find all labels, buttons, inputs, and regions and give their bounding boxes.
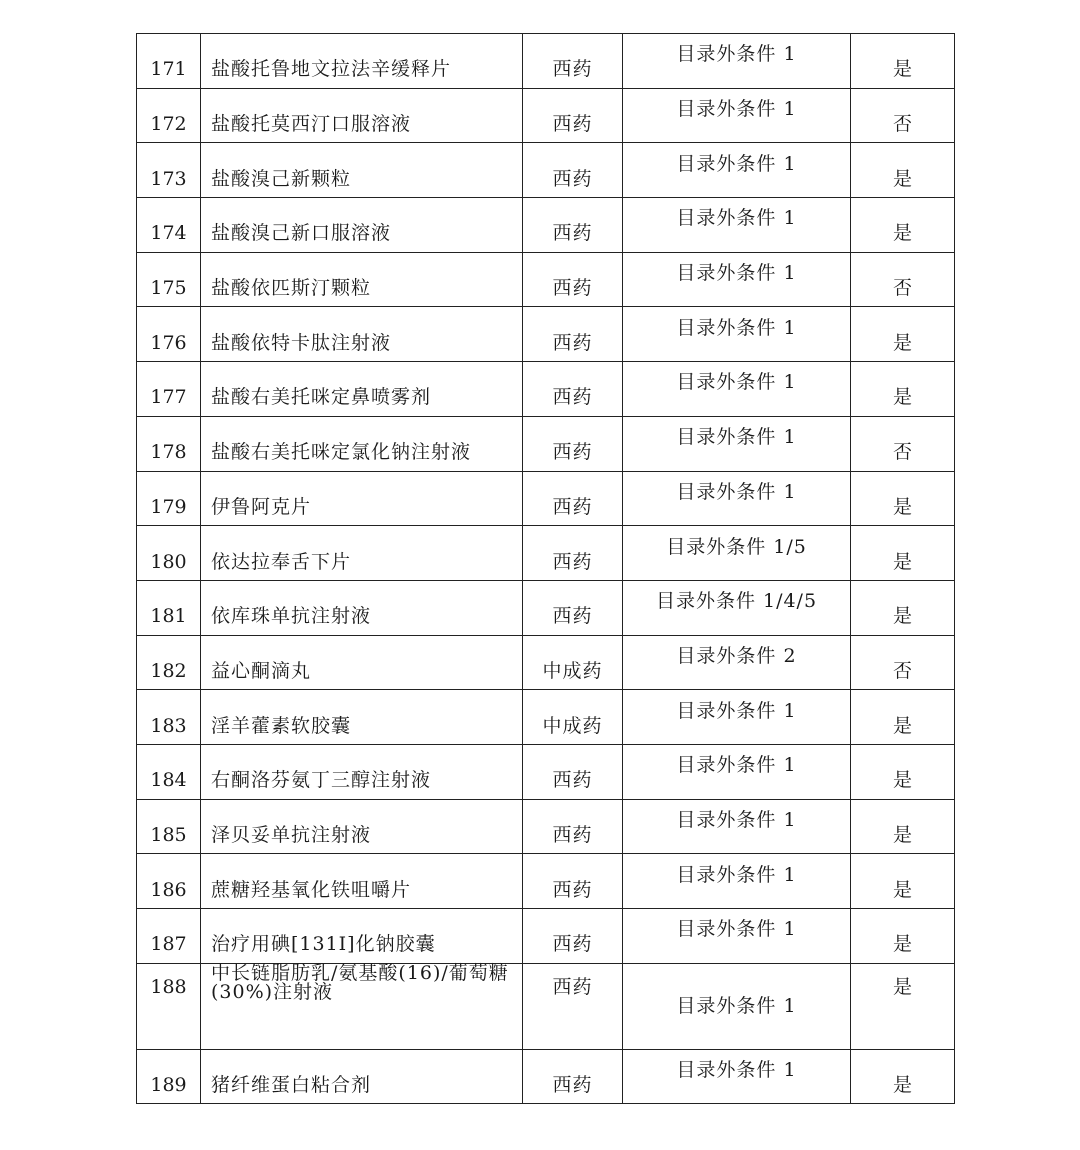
condition-cell: 目录外条件 1 — [623, 471, 851, 526]
row-number-cell: 173 — [137, 143, 201, 198]
row-number-cell: 183 — [137, 690, 201, 745]
table-row — [137, 252, 955, 307]
drug-name-cell: 盐酸溴己新颗粒 — [201, 143, 523, 198]
table-row — [137, 799, 955, 854]
flag-cell: 是 — [851, 526, 955, 581]
drug-name-cell: 益心酮滴丸 — [201, 635, 523, 690]
condition-cell: 目录外条件 1 — [623, 143, 851, 198]
flag-cell: 否 — [851, 88, 955, 143]
row-number-cell: 177 — [137, 362, 201, 417]
drug-type-cell: 西药 — [523, 416, 623, 471]
flag-cell: 是 — [851, 580, 955, 635]
table-row — [137, 88, 955, 143]
drug-name-cell: 盐酸依特卡肽注射液 — [201, 307, 523, 362]
condition-cell: 目录外条件 1 — [623, 252, 851, 307]
drug-name-cell: 治疗用碘[131I]化钠胶囊 — [201, 909, 523, 964]
drug-name-cell: 盐酸托鲁地文拉法辛缓释片 — [201, 34, 523, 89]
drug-name-cell: 淫羊藿素软胶囊 — [201, 690, 523, 745]
flag-cell: 否 — [851, 252, 955, 307]
row-number-cell: 186 — [137, 854, 201, 909]
condition-cell: 目录外条件 1 — [623, 1049, 851, 1104]
row-number-cell: 175 — [137, 252, 201, 307]
table-row — [137, 143, 955, 198]
row-number-cell: 189 — [137, 1049, 201, 1104]
condition-cell: 目录外条件 1 — [623, 416, 851, 471]
condition-cell: 目录外条件 1 — [623, 909, 851, 964]
condition-cell: 目录外条件 1 — [623, 88, 851, 143]
condition-cell: 目录外条件 1 — [623, 690, 851, 745]
condition-cell: 目录外条件 1 — [623, 307, 851, 362]
drug-name-cell: 中长链脂肪乳/氨基酸(16)/葡萄糖(30%)注射液 — [201, 963, 523, 1049]
drug-type-cell: 西药 — [523, 471, 623, 526]
row-number-cell: 179 — [137, 471, 201, 526]
row-number-cell: 172 — [137, 88, 201, 143]
condition-cell: 目录外条件 1 — [623, 854, 851, 909]
row-number-cell: 180 — [137, 526, 201, 581]
drug-name-cell: 蔗糖羟基氧化铁咀嚼片 — [201, 854, 523, 909]
condition-cell: 目录外条件 1 — [623, 198, 851, 253]
drug-type-cell: 西药 — [523, 198, 623, 253]
flag-cell: 是 — [851, 143, 955, 198]
flag-cell: 否 — [851, 635, 955, 690]
drug-name-cell: 盐酸右美托咪定鼻喷雾剂 — [201, 362, 523, 417]
row-number-cell: 176 — [137, 307, 201, 362]
row-number-cell: 182 — [137, 635, 201, 690]
drug-name-cell: 依库珠单抗注射液 — [201, 580, 523, 635]
drug-type-cell: 西药 — [523, 307, 623, 362]
table-row — [137, 34, 955, 89]
table-row — [137, 744, 955, 799]
drug-type-cell: 西药 — [523, 34, 623, 89]
drug-type-cell: 西药 — [523, 526, 623, 581]
flag-cell: 是 — [851, 34, 955, 89]
flag-cell: 否 — [851, 416, 955, 471]
table-row — [137, 362, 955, 417]
drug-type-cell: 西药 — [523, 909, 623, 964]
row-number-cell: 187 — [137, 909, 201, 964]
drug-type-cell: 中成药 — [523, 690, 623, 745]
table-row — [137, 1049, 955, 1104]
drug-type-cell: 西药 — [523, 252, 623, 307]
flag-cell: 是 — [851, 963, 955, 1049]
table-row — [137, 909, 955, 964]
row-number-cell: 174 — [137, 198, 201, 253]
drug-list-table — [136, 33, 955, 1104]
table-row — [137, 580, 955, 635]
table-row — [137, 416, 955, 471]
flag-cell: 是 — [851, 744, 955, 799]
drug-name-cell: 依达拉奉舌下片 — [201, 526, 523, 581]
drug-name-cell: 猪纤维蛋白粘合剂 — [201, 1049, 523, 1104]
table-row — [137, 963, 955, 1049]
row-number-cell: 185 — [137, 799, 201, 854]
table-row — [137, 198, 955, 253]
row-number-cell: 171 — [137, 34, 201, 89]
drug-type-cell: 西药 — [523, 580, 623, 635]
drug-name-cell: 盐酸右美托咪定氯化钠注射液 — [201, 416, 523, 471]
drug-name-cell: 右酮洛芬氨丁三醇注射液 — [201, 744, 523, 799]
flag-cell: 是 — [851, 690, 955, 745]
drug-type-cell: 西药 — [523, 143, 623, 198]
table-row — [137, 526, 955, 581]
condition-cell: 目录外条件 1 — [623, 744, 851, 799]
condition-cell: 目录外条件 1 — [623, 799, 851, 854]
drug-type-cell: 西药 — [523, 744, 623, 799]
table-row — [137, 635, 955, 690]
table-row — [137, 307, 955, 362]
condition-cell: 目录外条件 1 — [623, 34, 851, 89]
row-number-cell: 188 — [137, 963, 201, 1049]
drug-type-cell: 中成药 — [523, 635, 623, 690]
row-number-cell: 184 — [137, 744, 201, 799]
flag-cell: 是 — [851, 307, 955, 362]
drug-type-cell: 西药 — [523, 854, 623, 909]
drug-name-cell: 盐酸溴己新口服溶液 — [201, 198, 523, 253]
flag-cell: 是 — [851, 362, 955, 417]
condition-cell: 目录外条件 2 — [623, 635, 851, 690]
drug-name-cell: 伊鲁阿克片 — [201, 471, 523, 526]
flag-cell: 是 — [851, 471, 955, 526]
drug-name-cell: 盐酸依匹斯汀颗粒 — [201, 252, 523, 307]
flag-cell: 是 — [851, 198, 955, 253]
drug-type-cell: 西药 — [523, 1049, 623, 1104]
flag-cell: 是 — [851, 799, 955, 854]
drug-type-cell: 西药 — [523, 963, 623, 1049]
condition-cell: 目录外条件 1 — [623, 362, 851, 417]
drug-type-cell: 西药 — [523, 88, 623, 143]
condition-cell: 目录外条件 1/4/5 — [623, 580, 851, 635]
table-row — [137, 690, 955, 745]
drug-name-cell: 盐酸托莫西汀口服溶液 — [201, 88, 523, 143]
flag-cell: 是 — [851, 909, 955, 964]
drug-name-cell: 泽贝妥单抗注射液 — [201, 799, 523, 854]
drug-type-cell: 西药 — [523, 362, 623, 417]
row-number-cell: 178 — [137, 416, 201, 471]
condition-cell: 目录外条件 1 — [623, 963, 851, 1049]
table-row — [137, 471, 955, 526]
drug-type-cell: 西药 — [523, 799, 623, 854]
table-row — [137, 854, 955, 909]
flag-cell: 是 — [851, 1049, 955, 1104]
row-number-cell: 181 — [137, 580, 201, 635]
flag-cell: 是 — [851, 854, 955, 909]
condition-cell: 目录外条件 1/5 — [623, 526, 851, 581]
drug-table-body — [137, 34, 955, 1104]
